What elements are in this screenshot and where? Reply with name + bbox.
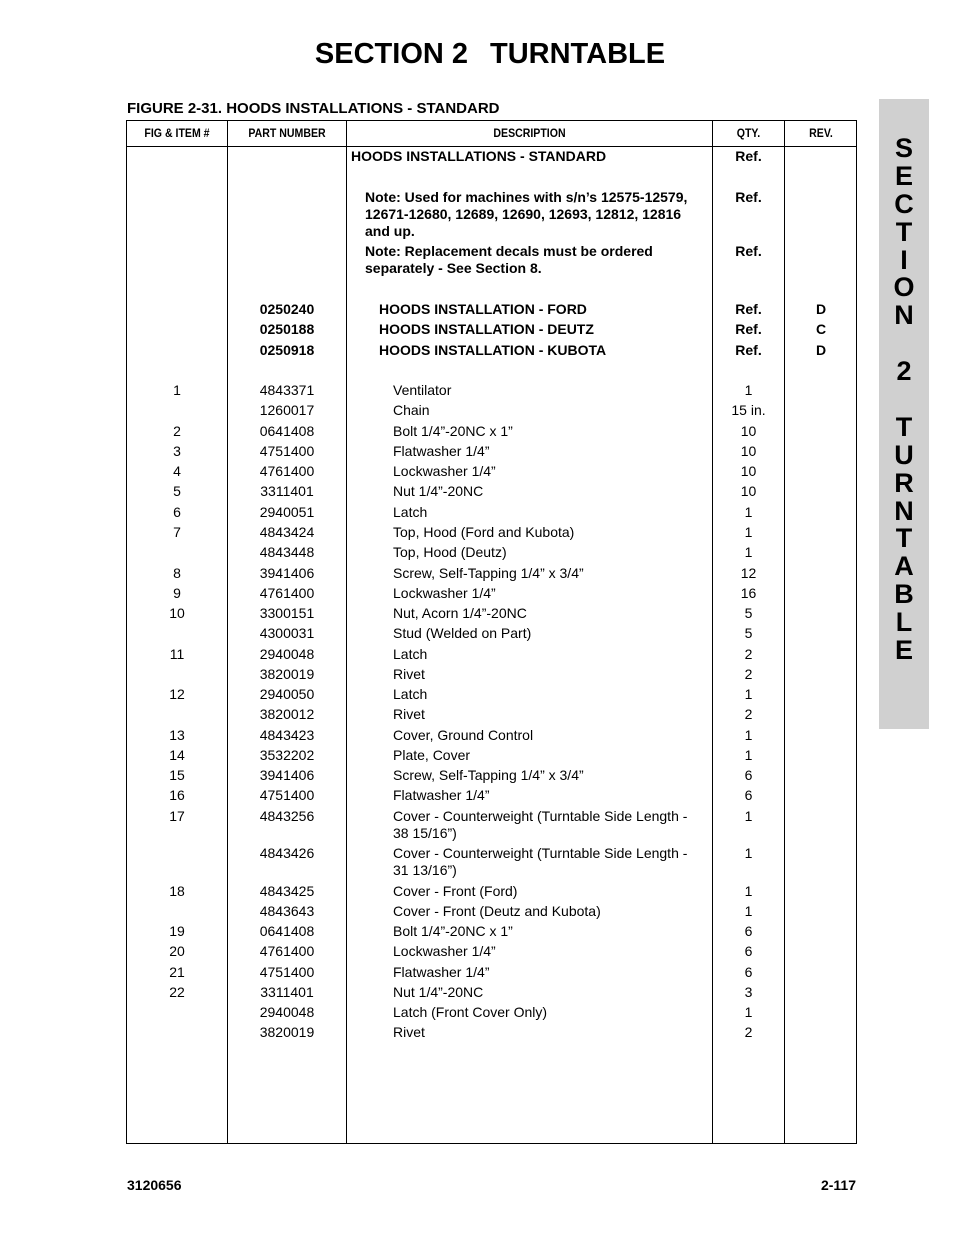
fig-item-number: 17	[169, 808, 185, 824]
quantity: Ref.	[735, 321, 762, 337]
side-tab-letter: N	[894, 495, 914, 526]
part-number: 4843643	[259, 903, 315, 919]
section-name: TURNTABLE	[490, 38, 666, 70]
fig-item-number: 12	[169, 686, 185, 702]
part-number: 4761400	[259, 463, 315, 479]
side-tab-letter	[879, 386, 929, 414]
quantity: 2	[744, 666, 753, 682]
column-divider	[346, 121, 347, 1143]
part-description: Note: Used for machines with s/n’s 12575-12579, 12671-12680, 12689, 12690, 12693, 12812, 12816 and up.	[365, 189, 688, 239]
document-number: 3120656	[127, 1177, 182, 1193]
part-number: 0641408	[259, 923, 315, 939]
part-number: 2940051	[259, 504, 315, 520]
quantity: 6	[744, 964, 753, 980]
column-divider	[784, 121, 785, 1143]
fig-item-number: 15	[169, 767, 185, 783]
part-description: Rivet	[393, 1024, 425, 1040]
part-number: 3311401	[260, 984, 314, 1000]
section-side-tab	[879, 99, 929, 729]
part-number: 3941406	[259, 767, 315, 783]
side-tab-letter: S	[894, 133, 913, 163]
part-description: Plate, Cover	[393, 747, 471, 763]
part-description: Latch	[393, 646, 428, 662]
quantity: 10	[740, 463, 757, 479]
part-number: 0250240	[259, 301, 315, 317]
column-header-fig: FIG & ITEM #	[144, 126, 210, 140]
fig-item-number: 14	[169, 747, 185, 763]
part-number: 0641408	[259, 423, 315, 439]
part-number: 0250188	[259, 321, 315, 337]
quantity: 1	[744, 727, 753, 743]
fig-item-number: 16	[169, 787, 185, 803]
fig-item-number: 1	[173, 382, 181, 398]
figure-title: FIGURE 2-31. HOODS INSTALLATIONS - STANDARD	[127, 100, 500, 117]
quantity: 1	[744, 504, 753, 520]
part-number: 1260017	[259, 402, 315, 418]
fig-item-number: 20	[169, 943, 185, 959]
part-description: Rivet	[393, 666, 425, 682]
side-tab-letter: 2	[896, 356, 912, 387]
fig-item-number: 3	[173, 443, 181, 459]
part-description: Bolt 1/4”-20NC x 1”	[393, 923, 513, 939]
part-description: Flatwasher 1/4”	[393, 443, 490, 459]
part-number: 4843425	[259, 883, 315, 899]
side-tab-letter: R	[894, 467, 914, 498]
part-number: 0250918	[259, 342, 315, 358]
part-description: Flatwasher 1/4”	[393, 964, 490, 980]
quantity: 1	[744, 544, 753, 560]
fig-item-number: 21	[169, 964, 185, 980]
part-number: 3532202	[259, 747, 315, 763]
quantity: 1	[744, 845, 753, 861]
fig-item-number: 8	[173, 565, 181, 581]
part-description: Lockwasher 1/4”	[393, 943, 496, 959]
side-tab-letter: U	[894, 439, 914, 470]
part-number: 4761400	[259, 943, 315, 959]
fig-item-number: 13	[169, 727, 185, 743]
quantity: 3	[744, 984, 753, 1000]
side-tab-letters	[879, 135, 929, 665]
part-description: Ventilator	[393, 382, 452, 398]
side-tab-letter: T	[895, 216, 913, 247]
part-description: Nut, Acorn 1/4”-20NC	[393, 605, 527, 621]
quantity: Ref.	[735, 342, 762, 358]
quantity: 6	[744, 767, 753, 783]
fig-item-number: 11	[169, 646, 185, 662]
part-number: 4751400	[259, 787, 315, 803]
part-description: Latch	[393, 686, 428, 702]
side-tab-letter: B	[894, 579, 914, 610]
fig-item-number: 2	[173, 423, 181, 439]
fig-item-number: 9	[173, 585, 181, 601]
part-description: HOODS INSTALLATION - FORD	[379, 301, 587, 317]
part-number: 4751400	[259, 443, 315, 459]
part-description: HOODS INSTALLATION - KUBOTA	[379, 342, 607, 358]
quantity: Ref.	[735, 301, 762, 317]
revision: D	[815, 301, 827, 317]
quantity: 15 in.	[731, 402, 766, 418]
part-number: 4843371	[259, 382, 315, 398]
quantity: 1	[744, 382, 753, 398]
quantity: 5	[744, 625, 753, 641]
fig-item-number: 6	[173, 504, 181, 520]
part-description: Bolt 1/4”-20NC x 1”	[393, 423, 513, 439]
part-description: Screw, Self-Tapping 1/4” x 3/4”	[393, 767, 584, 783]
part-number: 4300031	[259, 625, 315, 641]
quantity: 1	[744, 1004, 753, 1020]
quantity: 1	[744, 808, 753, 824]
column-header-qty: QTY.	[736, 126, 761, 140]
quantity: 6	[744, 923, 753, 939]
revision: D	[815, 342, 827, 358]
column-header-rev: REV.	[809, 126, 833, 140]
part-number: 2940048	[259, 646, 315, 662]
side-tab-letter: N	[894, 300, 914, 331]
quantity: Ref.	[735, 148, 762, 164]
side-tab-letter	[879, 330, 929, 358]
section-label: SECTION 2	[314, 38, 469, 70]
side-tab-letter: E	[894, 635, 913, 666]
part-description: Top, Hood (Deutz)	[393, 544, 507, 560]
quantity: Ref.	[735, 189, 762, 205]
part-description: Screw, Self-Tapping 1/4” x 3/4”	[393, 565, 584, 581]
side-tab-letter: I	[900, 244, 908, 275]
side-tab-letter: L	[895, 607, 913, 638]
part-description: Lockwasher 1/4”	[393, 585, 496, 601]
part-number: 3941406	[259, 565, 315, 581]
part-description: Cover - Counterweight (Turntable Side Length - 38 15/16”)	[393, 808, 688, 841]
part-number: 4751400	[259, 964, 315, 980]
quantity: Ref.	[735, 243, 762, 259]
part-description: Nut 1/4”-20NC	[393, 483, 484, 499]
part-description: Latch	[393, 504, 428, 520]
part-description: Note: Replacement decals must be ordered separately - See Section 8.	[365, 243, 653, 276]
quantity: 2	[744, 646, 753, 662]
part-description: Stud (Welded on Part)	[393, 625, 532, 641]
part-description: HOODS INSTALLATIONS - STANDARD	[351, 148, 607, 164]
quantity: 1	[744, 903, 753, 919]
part-description: Cover - Front (Ford)	[393, 883, 518, 899]
quantity: 5	[744, 605, 753, 621]
fig-item-number: 5	[173, 483, 181, 499]
side-tab-letter: E	[894, 160, 913, 191]
quantity: 6	[744, 787, 753, 803]
quantity: 1	[744, 686, 753, 702]
quantity: 2	[744, 1024, 753, 1040]
part-number: 4843256	[259, 808, 315, 824]
part-number: 3820019	[259, 1024, 315, 1040]
part-description: HOODS INSTALLATION - DEUTZ	[379, 321, 594, 337]
quantity: 10	[740, 423, 757, 439]
part-number: 4843448	[259, 544, 315, 560]
quantity: 1	[744, 883, 753, 899]
part-number: 4843423	[259, 727, 315, 743]
part-description: Chain	[393, 402, 430, 418]
side-tab-letter: C	[894, 188, 914, 219]
part-description: Latch (Front Cover Only)	[393, 1004, 548, 1020]
fig-item-number: 18	[169, 883, 185, 899]
page-number: 2-117	[820, 1177, 856, 1193]
part-number: 3300151	[259, 605, 315, 621]
quantity: 10	[740, 483, 757, 499]
column-header-description: DESCRIPTION	[493, 126, 566, 140]
quantity: 1	[744, 747, 753, 763]
part-description: Cover - Front (Deutz and Kubota)	[393, 903, 601, 919]
fig-item-number: 10	[169, 605, 185, 621]
quantity: 16	[740, 585, 757, 601]
side-tab-letter: T	[895, 523, 913, 554]
quantity: 1	[744, 524, 753, 540]
part-number: 3820019	[259, 666, 315, 682]
side-tab-letter: A	[894, 551, 914, 582]
part-number: 3311401	[260, 483, 314, 499]
part-description: Cover, Ground Control	[393, 727, 534, 743]
part-number: 4843424	[259, 524, 315, 540]
part-description: Cover - Counterweight (Turntable Side Length - 31 13/16”)	[393, 845, 688, 878]
fig-item-number: 22	[169, 984, 185, 1000]
quantity: 2	[744, 706, 753, 722]
parts-table	[126, 120, 857, 1144]
side-tab-letter: T	[895, 411, 913, 442]
part-description: Flatwasher 1/4”	[393, 787, 490, 803]
side-tab-letter: O	[893, 272, 915, 303]
column-header-part: PART NUMBER	[248, 126, 326, 140]
table-header	[127, 121, 856, 147]
part-description: Rivet	[393, 706, 425, 722]
part-number: 4843426	[259, 845, 315, 861]
section-title	[0, 38, 954, 71]
quantity: 12	[740, 565, 757, 581]
quantity: 10	[740, 443, 757, 459]
part-number: 2940048	[259, 1004, 315, 1020]
part-number: 2940050	[259, 686, 315, 702]
part-description: Nut 1/4”-20NC	[393, 984, 484, 1000]
fig-item-number: 4	[173, 463, 181, 479]
revision: C	[815, 321, 827, 337]
fig-item-number: 7	[173, 524, 181, 540]
part-description: Top, Hood (Ford and Kubota)	[393, 524, 575, 540]
part-number: 3820012	[259, 706, 315, 722]
quantity: 6	[744, 943, 753, 959]
part-number: 4761400	[259, 585, 315, 601]
part-description: Lockwasher 1/4”	[393, 463, 496, 479]
fig-item-number: 19	[169, 923, 185, 939]
